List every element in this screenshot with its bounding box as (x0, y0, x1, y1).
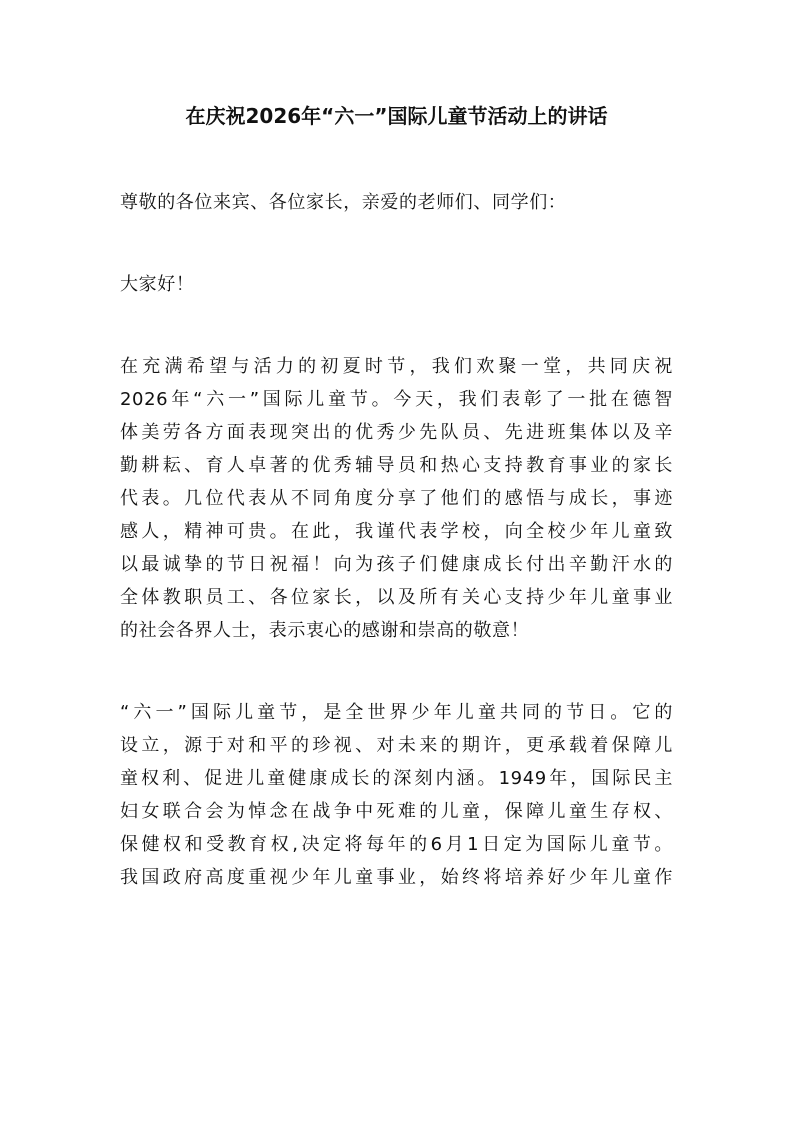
paragraph-line: 感人，精神可贵。在此，我谨代表学校，向全校少年儿童致 (120, 521, 673, 542)
paragraph-line: 全体教职员工、各位家长，以及所有关心支持少年儿童事业 (120, 587, 673, 608)
paragraph-line: 以最诚挚的节日祝福！向为孩子们健康成长付出辛勤汗水的 (120, 554, 673, 575)
paragraph-line: 勤耕耘、育人卓著的优秀辅导员和热心支持教育事业的家长 (120, 455, 673, 476)
paragraph-gap (120, 647, 673, 696)
paragraph-gap (120, 301, 673, 350)
paragraph-line: 我国政府高度重视少年儿童事业，始终将培养好少年儿童作 (120, 867, 673, 888)
document-body (120, 186, 673, 894)
paragraph-line: 在充满希望与活力的初夏时节，我们欢聚一堂，共同庆祝 (120, 356, 673, 377)
paragraph-gap (120, 219, 673, 268)
paragraph-line: 保健权和受教育权,决定将每年的6月1日定为国际儿童节。 (120, 834, 673, 855)
paragraph-line: 体美劳各方面表现突出的优秀少先队员、先进班集体以及辛 (120, 422, 673, 443)
salutation (120, 186, 673, 219)
paragraph-line: 妇女联合会为悼念在战争中死难的儿童，保障儿童生存权、 (120, 801, 673, 822)
salutation-line: 尊敬的各位来宾、各位家长，亲爱的老师们、同学们： (120, 192, 567, 213)
paragraph-line: 的社会各界人士，表示衷心的感谢和崇高的敬意！ (120, 620, 530, 641)
greeting-line: 大家好！ (120, 274, 195, 295)
paragraph-line: 童权利、促进儿童健康成长的深刻内涵。1949年，国际民主 (120, 768, 673, 789)
paragraph-1 (120, 350, 673, 647)
greeting (120, 268, 673, 301)
document-title: 在庆祝2026年“六一”国际儿童节活动上的讲话 (185, 104, 608, 128)
paragraph-line: 代表。几位代表从不同角度分享了他们的感悟与成长，事迹 (120, 488, 673, 509)
paragraph-line: 设立，源于对和平的珍视、对未来的期许，更承载着保障儿 (120, 735, 673, 756)
paragraph-line: “六一”国际儿童节，是全世界少年儿童共同的节日。它的 (120, 702, 673, 723)
paragraph-2 (120, 696, 673, 894)
paragraph-line: 2026年“六一”国际儿童节。今天，我们表彰了一批在德智 (120, 389, 673, 410)
